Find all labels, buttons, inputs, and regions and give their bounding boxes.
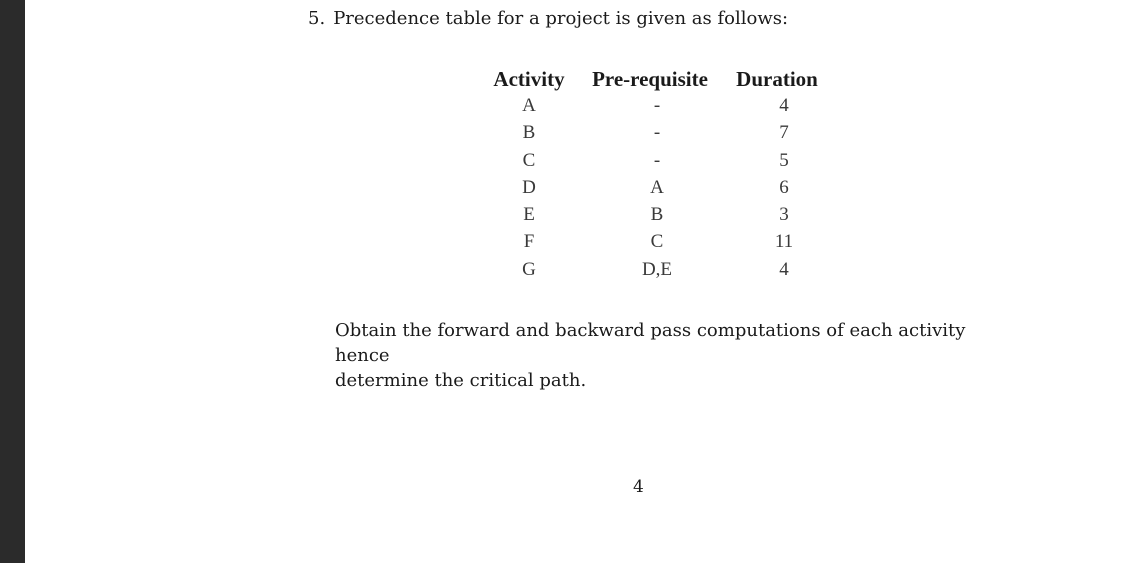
duration-cell: 3 [779,204,789,226]
prerequisite-cell: B [650,204,664,226]
activity-cell: E [523,204,535,226]
duration-cell: 4 [779,95,789,116]
prerequisite-cell: - [653,122,661,144]
duration-cell: 11 [774,231,794,253]
activity-cell: F [523,231,535,253]
header-duration: Duration [736,67,818,91]
activity-cell: D [522,176,536,198]
table-row [488,174,824,201]
precedence-table [488,66,824,283]
prerequisite-cell: C [650,231,664,253]
duration-cell: 5 [779,149,789,171]
activity-cell: C [522,149,536,171]
table-row [488,201,824,228]
table-row [488,119,824,146]
question-heading [308,7,788,31]
table-row [488,92,824,119]
viewer-left-edge [0,0,25,563]
prerequisite-cell: - [653,149,661,171]
question-text: Precedence table for a project is given as follows: [333,8,789,29]
duration-cell: 6 [779,176,789,198]
table-row [488,228,824,255]
header-prerequisite: Pre-requisite [592,67,708,91]
prerequisite-cell: D,E [641,258,673,280]
page-number: 4 [633,477,644,497]
activity-cell: B [522,122,536,144]
activity-cell: A [522,95,536,116]
precedence-table-container [488,66,824,283]
instruction-paragraph [335,318,1015,393]
table-header-row [488,66,824,92]
header-activity: Activity [493,67,565,91]
prerequisite-cell: A [650,176,664,198]
instruction-line: Obtain the forward and backward pass computations of each activity hence [335,320,966,366]
activity-cell: G [522,258,536,280]
duration-cell: 4 [779,258,789,280]
prerequisite-cell: - [653,95,661,116]
instruction-line: determine the critical path. [335,370,587,391]
table-row [488,147,824,174]
table-row [488,256,824,283]
question-number: 5. [308,8,326,29]
duration-cell: 7 [779,122,789,144]
